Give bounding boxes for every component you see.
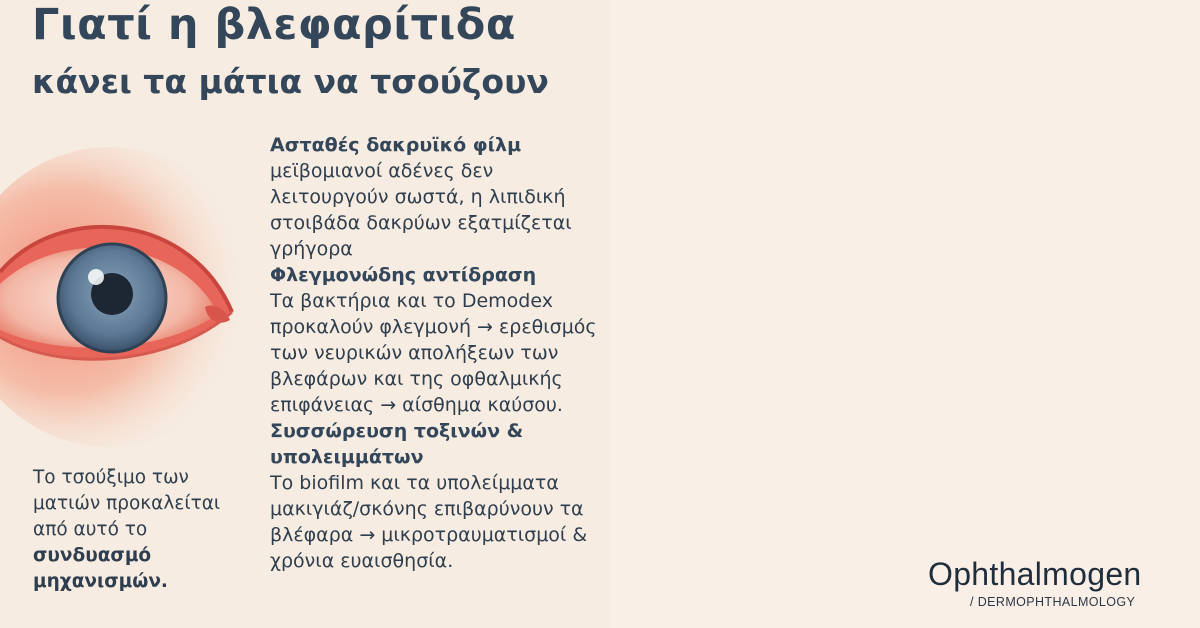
mechanism-title: Συσσώρευση τοξινών & υπολειμμάτων xyxy=(270,420,524,468)
title-line-1: Γιατί η βλεφαρίτιδα xyxy=(32,0,516,50)
brand-logo xyxy=(928,556,1173,609)
brand-subtitle: / DERMOPHTHALMOLOGY xyxy=(970,595,1136,609)
mechanism-item xyxy=(270,418,610,574)
summary-caption xyxy=(33,465,248,595)
mechanism-text: μεϊβομιανοί αδένες δεν λειτουργούν σωστά, η λιπιδική στοιβάδα δακρύων εξατμίζεται γρήγορα xyxy=(270,160,572,260)
mechanism-list xyxy=(270,132,610,574)
mechanism-title: Ασταθές δακρυϊκό φίλμ xyxy=(270,134,522,156)
background-panel xyxy=(610,0,1200,628)
mechanism-item xyxy=(270,262,610,418)
caption-text: Το τσούξιμο των ματιών προκαλείται από αυτό το xyxy=(33,467,221,540)
title-line-2: κάνει τα μάτια να τσούζουν xyxy=(32,62,549,101)
caption-highlight-1: συνδυασμό xyxy=(33,545,152,566)
mechanism-title: Φλεγμονώδης αντίδραση xyxy=(270,264,537,286)
inflamed-eye-icon xyxy=(0,132,265,462)
mechanism-text: Το biofilm και τα υπολείμματα μακιγιάζ/σκόνης επιβαρύνουν τα βλέφαρα → μικροτραυματισμοί & χρόνια ευαισθησία. xyxy=(270,472,588,572)
mechanism-item xyxy=(270,132,610,262)
brand-name: Ophthalmogen xyxy=(928,556,1142,592)
caption-highlight-2: μηχανισμών. xyxy=(33,571,168,592)
mechanism-text: Τα βακτήρια και το Demodex προκαλούν φλεγμονή → ερεθισμός των νευρικών απολήξεων των βλεφάρων και της οφθαλμικής επιφάνειας → αίσθημα καύσου. xyxy=(270,290,597,416)
